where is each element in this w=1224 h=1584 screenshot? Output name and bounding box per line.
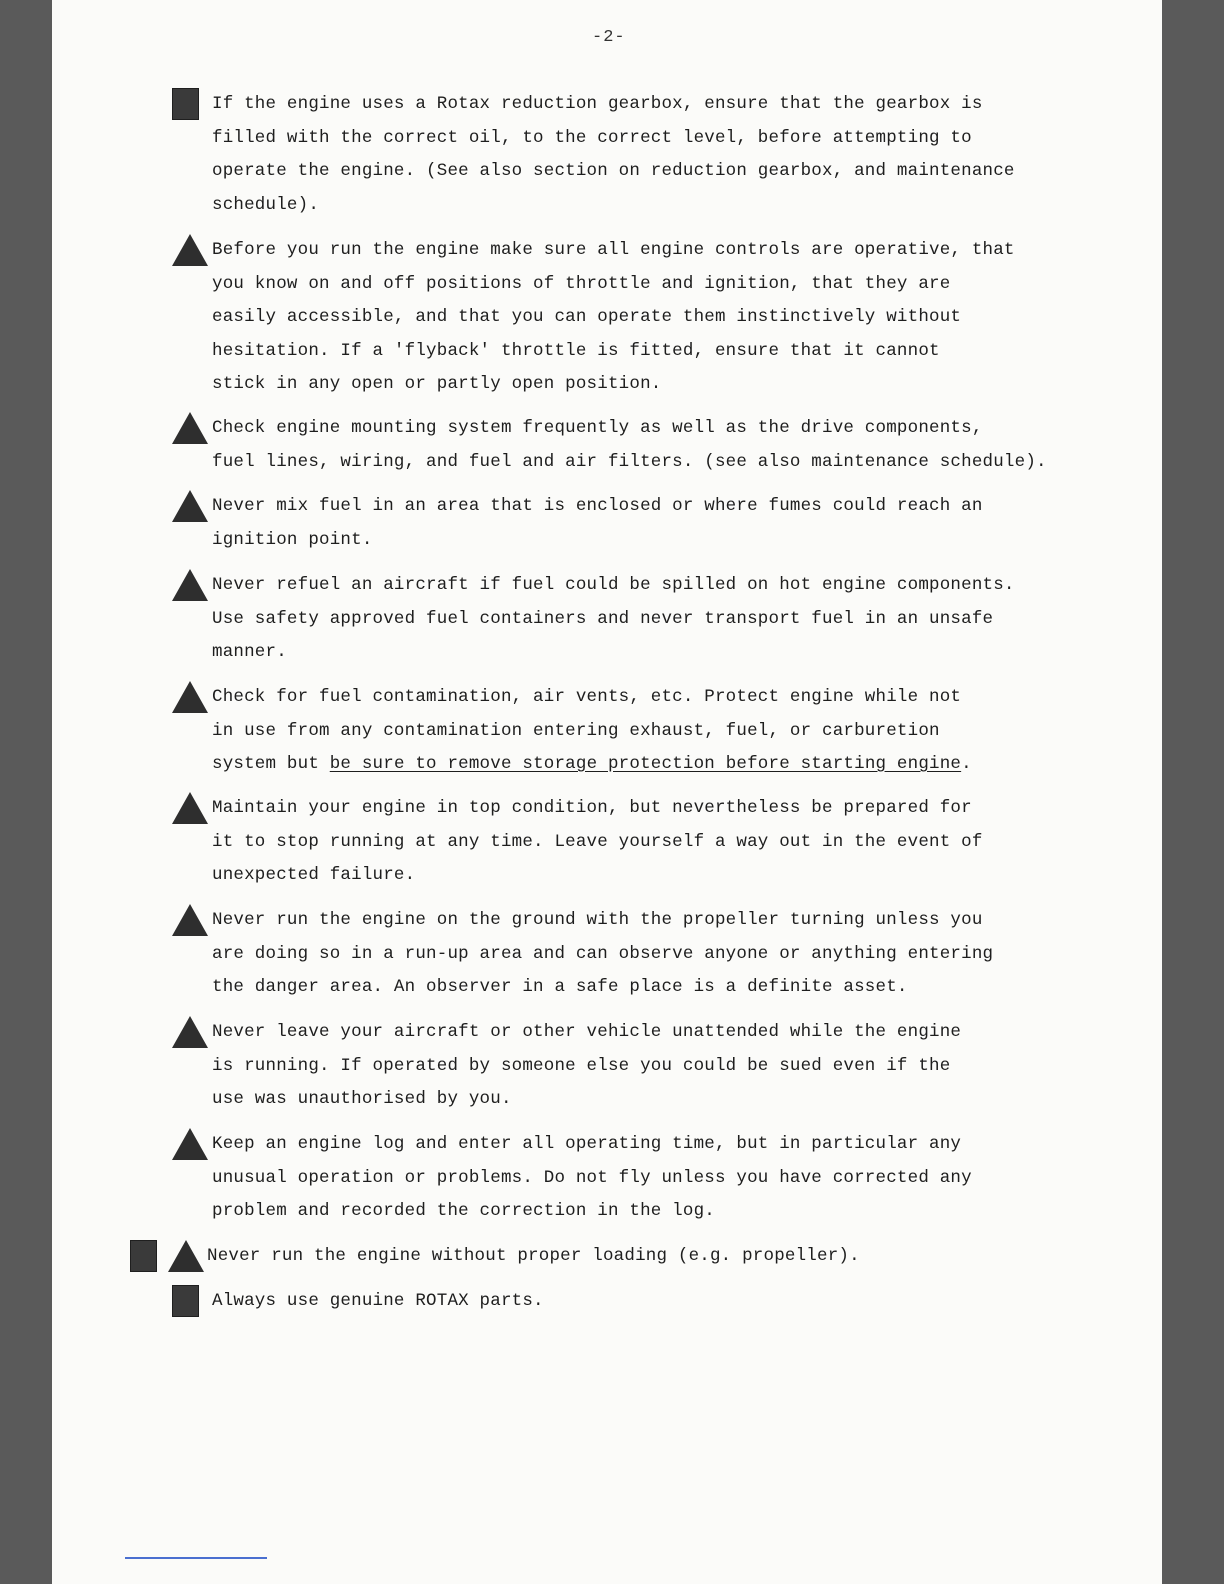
item-text-line: Never run the engine on the ground with the propeller turning unless you bbox=[212, 910, 983, 930]
item-text-line: easily accessible, and that you can operate them instinctively without bbox=[212, 307, 962, 327]
item-text-underlined: be sure to remove storage protection before starting engine bbox=[329, 754, 962, 774]
item-text-line: Never refuel an aircraft if fuel could be spilled on hot engine components. bbox=[212, 575, 1015, 595]
page-number: -2- bbox=[592, 28, 626, 47]
footer-rule bbox=[125, 1557, 267, 1559]
item-text-line: Always use genuine ROTAX parts. bbox=[212, 1291, 544, 1311]
square-icon bbox=[172, 88, 199, 120]
item-text-line: Before you run the engine make sure all engine controls are operative, that bbox=[212, 240, 1015, 260]
item-text-line: it to stop running at any time. Leave yourself a way out in the event of bbox=[212, 831, 983, 852]
item-text-line: fuel lines, wiring, and fuel and air filters. (see also maintenance schedule). bbox=[212, 451, 1047, 472]
item-text-line: stick in any open or partly open position. bbox=[212, 374, 662, 394]
warning-triangle-icon bbox=[172, 569, 208, 601]
safety-item bbox=[212, 1016, 1117, 1117]
item-text-line: Never run the engine without proper loading (e.g. propeller). bbox=[207, 1246, 860, 1266]
item-text-line: problem and recorded the correction in the log. bbox=[212, 1201, 715, 1221]
item-text-line: you know on and off positions of throttle and ignition, that they are bbox=[212, 273, 951, 294]
item-text-end: . bbox=[961, 754, 972, 774]
item-text-line: Never leave your aircraft or other vehicle unattended while the engine bbox=[212, 1022, 962, 1042]
item-text-line: schedule). bbox=[212, 194, 320, 215]
item-text-line: Maintain your engine in top condition, but nevertheless be prepared for bbox=[212, 798, 972, 818]
warning-triangle-icon bbox=[172, 1128, 208, 1160]
warning-triangle-icon bbox=[172, 412, 208, 444]
item-text-line: If the engine uses a Rotax reduction gearbox, ensure that the gearbox is bbox=[212, 94, 983, 114]
safety-item bbox=[207, 1240, 1112, 1274]
item-text-line: are doing so in a run-up area and can observe anyone or anything entering bbox=[212, 943, 994, 964]
item-text-line: Never mix fuel in an area that is enclosed or where fumes could reach an bbox=[212, 496, 983, 516]
safety-item bbox=[212, 1128, 1117, 1229]
item-text-line: ignition point. bbox=[212, 529, 373, 550]
item-text-line: Check for fuel contamination, air vents, etc. Protect engine while not bbox=[212, 687, 962, 707]
square-icon bbox=[130, 1240, 157, 1272]
item-text-line: in use from any contamination entering exhaust, fuel, or carburetion bbox=[212, 720, 940, 741]
item-text-line: hesitation. If a 'flyback' throttle is fitted, ensure that it cannot bbox=[212, 340, 940, 361]
safety-item bbox=[212, 412, 1117, 479]
warning-triangle-icon bbox=[172, 490, 208, 522]
item-text-line: unusual operation or problems. Do not fly unless you have corrected any bbox=[212, 1167, 972, 1188]
item-text-line: operate the engine. (See also section on reduction gearbox, and maintenance bbox=[212, 161, 1015, 181]
square-icon bbox=[172, 1285, 199, 1317]
warning-triangle-icon bbox=[172, 1016, 208, 1048]
item-text-line: Keep an engine log and enter all operating time, but in particular any bbox=[212, 1134, 962, 1154]
safety-item bbox=[212, 569, 1117, 670]
safety-item bbox=[212, 792, 1117, 893]
item-text-line: the danger area. An observer in a safe place is a definite asset. bbox=[212, 977, 908, 997]
safety-item bbox=[212, 681, 1117, 782]
warning-triangle-icon bbox=[172, 234, 208, 266]
safety-item bbox=[212, 234, 1117, 402]
item-text-line: unexpected failure. bbox=[212, 865, 416, 885]
item-text-line: Use safety approved fuel containers and never transport fuel in an unsafe bbox=[212, 608, 994, 629]
safety-item bbox=[212, 490, 1117, 557]
item-text-line: Check engine mounting system frequently as well as the drive components, bbox=[212, 418, 983, 438]
warning-triangle-icon bbox=[172, 792, 208, 824]
safety-item bbox=[212, 88, 1117, 222]
item-text-line: manner. bbox=[212, 642, 287, 662]
item-text-line: use was unauthorised by you. bbox=[212, 1089, 512, 1109]
item-text-line bbox=[212, 748, 1117, 782]
item-text-line: is running. If operated by someone else you could be sued even if the bbox=[212, 1055, 951, 1076]
item-text-line: filled with the correct oil, to the correct level, before attempting to bbox=[212, 127, 972, 148]
document-page bbox=[52, 0, 1162, 1584]
safety-item bbox=[212, 1285, 1117, 1319]
warning-triangle-icon bbox=[172, 904, 208, 936]
warning-triangle-icon bbox=[168, 1240, 204, 1272]
warning-triangle-icon bbox=[172, 681, 208, 713]
safety-item bbox=[212, 904, 1117, 1005]
item-text-plain: system but bbox=[212, 754, 330, 774]
